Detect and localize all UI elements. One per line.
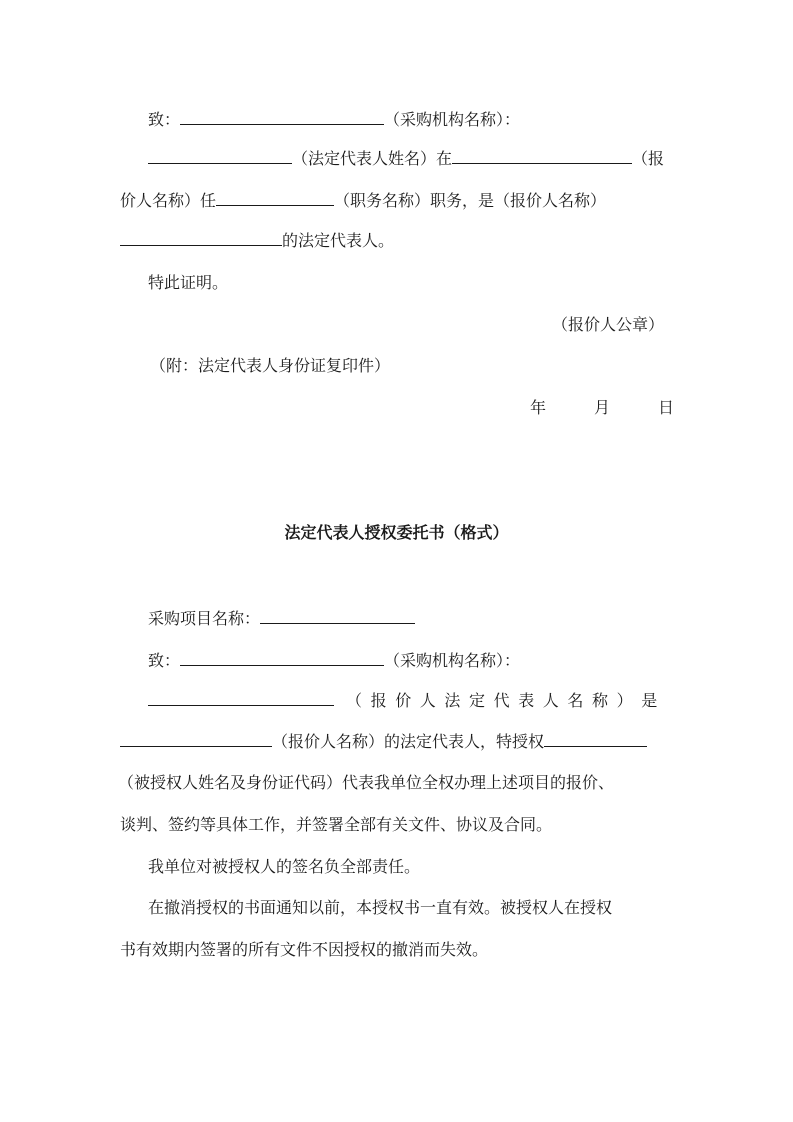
s1-certify: 特此证明。: [148, 273, 229, 292]
s1-line4: [120, 230, 394, 250]
s1-date-year: 年: [530, 398, 547, 417]
s2-to-prefix: 致：: [148, 651, 181, 670]
s1-date-day: 日: [658, 398, 675, 417]
s2-line5: （被授权人姓名及身份证代码）代表我单位全权办理上述项目的报价、: [118, 773, 615, 792]
s2-procurement-agency-blank[interactable]: [180, 650, 384, 666]
s1-line2: [148, 148, 664, 168]
s1-attachment: （附：法定代表人身份证复印件）: [150, 356, 391, 375]
s2-line9: 书有效期内签署的所有文件不因授权的撤消而失效。: [120, 940, 489, 959]
s2-bidder-name-blank[interactable]: [120, 731, 272, 747]
s2-project-line: [148, 608, 415, 628]
s1-bidder-name-blank[interactable]: [452, 148, 632, 164]
s1-line4-end: 的法定代表人。: [282, 231, 395, 250]
s2-line4: [120, 731, 647, 751]
s1-line2-end: （报: [632, 149, 665, 168]
s1-seal: （报价人公章）: [552, 315, 665, 334]
s1-legal-rep-name-blank[interactable]: [148, 148, 292, 164]
s1-date-month: 月: [594, 398, 611, 417]
s1-procurement-agency-blank[interactable]: [180, 109, 384, 125]
s2-project-name-blank[interactable]: [260, 608, 415, 624]
s2-line8: 在撤消授权的书面通知以前，本授权书一直有效。被授权人在授权: [148, 898, 613, 917]
s2-line4-mid: （报价人名称）的法定代表人，特授权: [272, 732, 545, 751]
s1-position-blank[interactable]: [216, 190, 334, 206]
s2-title: 法定代表人授权委托书（格式）: [284, 523, 509, 542]
s1-line3: [120, 190, 606, 210]
s1-to-suffix: （采购机构名称）：: [384, 110, 521, 129]
s2-project-label: 采购项目名称：: [148, 609, 261, 628]
s2-line7: 我单位对被授权人的签名负全部责任。: [148, 857, 421, 876]
s2-line6: 谈判、签约等具体工作，并签署全部有关文件、协议及合同。: [120, 815, 553, 834]
s2-line3: [148, 690, 673, 710]
s2-legal-rep-blank[interactable]: [148, 690, 334, 706]
s1-to-line: [148, 109, 520, 129]
s1-to-prefix: 致：: [148, 110, 181, 129]
s2-authorized-person-blank[interactable]: [544, 731, 647, 747]
s1-line3-end: （职务名称）职务，是（报价人名称）: [334, 191, 607, 210]
s1-line3-start: 价人名称）任: [120, 191, 217, 210]
s1-bidder-name-blank-2[interactable]: [120, 230, 282, 246]
s1-line2-mid: （法定代表人姓名）在: [292, 149, 453, 168]
s2-line3-text: （报价人法定代表人名称）是: [346, 691, 666, 710]
s2-to-suffix: （采购机构名称）：: [384, 651, 521, 670]
s2-to-line: [148, 650, 520, 670]
